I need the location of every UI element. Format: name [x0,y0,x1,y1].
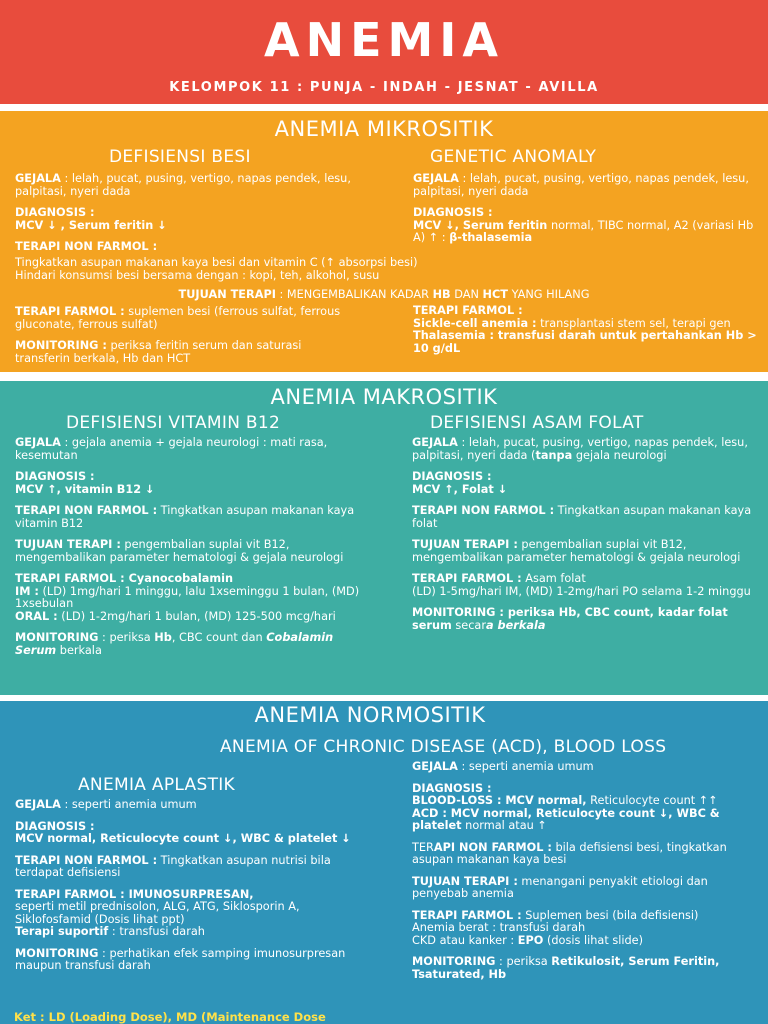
text: normal, TIBC normal, A2 (variasi Hb A) ↑ : [413,218,754,244]
text: (LD) 1mg/hari 1 minggu, lalu 1xseminggu 1 bulan, (MD) 1xsebulan [15,584,360,610]
nonfarmol-block [15,257,755,282]
text: (LD) 1-2mg/hari 1 bulan, (MD) 125-500 mcg/hari [57,609,336,623]
label: TERAPI FARMOL : IMUNOSURPRESAN, [15,887,254,901]
label: DIAGNOSIS : [15,470,95,483]
label: GEJALA [412,436,458,449]
text: (LD) 1-5mg/hari IM, (MD) 1-2mg/hari PO selama 1-2 minggu [412,584,751,598]
label: TUJUAN TERAPI : [15,538,121,551]
value: MCV normal, Reticulocyte count ↓, WBC & platelet ↓ [15,832,351,845]
text: pengembalian suplai vit B12, mengembalikan parameter hematologi & gejala neurologi [15,538,344,564]
text: : transfusi darah [108,925,205,938]
label: Terapi suportif [15,925,109,938]
text: bila defisiensi besi, tingkatkan asupan makanan kaya besi [412,840,727,866]
value: MCV ↑, Folat ↓ [412,482,508,496]
tujuan-terapi-line [0,288,768,301]
text: (dosis lihat slide) [543,933,644,947]
label: TERAPI FARMOL : [413,304,523,317]
text: TER [412,840,434,854]
label: DIAGNOSIS : [15,819,95,833]
col-title-asam-folat: DEFISIENSI ASAM FOLAT [430,413,644,433]
text: gejala neurologi [572,448,667,462]
text: : periksa [98,631,155,644]
label: MONITORING [15,631,99,644]
label: TERAPI NON FARMOL : [15,240,158,253]
label: GEJALA [412,760,458,773]
hb: Hb [154,631,172,644]
label: TERAPI NON FARMOL : [412,504,555,517]
label: API NON FARMOL : [433,840,552,854]
text: Tingkatkan asupan makanan kaya besi dan vitamin C (↑ absorpsi besi) [15,256,418,269]
footnote-ket: Ket : LD (Loading Dose), MD (Maintenance Dose [14,1010,326,1024]
text: : perhatikan efek samping imunosurpresan maupun transfusi darah [15,946,346,972]
section-normositik [0,701,768,1024]
farmol-block-left [15,306,355,372]
col-title-acd-blood-loss: ANEMIA OF CHRONIC DISEASE (ACD), BLOOD LOSS [220,737,667,757]
label: TERAPI FARMOL : Cyanocobalamin [15,572,233,585]
label: MONITORING [15,946,99,960]
section-title: ANEMIA NORMOSITIK [254,703,486,727]
page-title: ANEMIA [263,13,504,67]
text: Tingkatkan asupan nutrisi bila terdapat defisiensi [15,853,331,879]
text: transplantasi stem sel, terapi gen [536,316,731,330]
col-acd-blood-loss [412,761,757,990]
value: Retikulosit, Serum Feritin, Tsaturated, Hb [412,955,720,981]
text: : seperti anemia umum [457,760,594,773]
label: IM : [15,584,39,598]
text: Tingkatkan asupan makanan kaya vitamin B12 [15,504,355,530]
text: berkala [56,643,102,657]
text: : lelah, pucat, pusing, vertigo, napas pendek, lesu, palpitasi, nyeri dada [413,172,749,198]
text: transfusi darah untuk pertahankan Hb > 10 g/dL [413,329,757,355]
label: BLOOD-LOSS : MCV normal, [412,794,587,807]
text: seperti metil prednisolon, ALG, ATG, Siklosporin A, Siklofosfamid (Dosis lihat ppt) [15,900,300,926]
text: secar [451,618,486,632]
label: DIAGNOSIS : [15,206,95,219]
text: : periksa [495,955,552,968]
divider [0,372,768,381]
label: ORAL : [15,609,58,623]
text: CKD atau kanker : [412,933,518,947]
value: MCV ↓ , Serum feritin ↓ [15,218,167,232]
col-aplastik [15,799,360,982]
value: MCV ↑, vitamin B12 ↓ [15,482,155,496]
label: TERAPI FARMOL : [412,908,522,922]
group-members: KELOMPOK 11 : PUNJA - INDAH - JESNAT - AVILLA [169,80,599,95]
text: Anemia berat : transfusi darah [412,921,586,934]
label: TUJUAN TERAPI : [412,538,518,551]
label: TUJUAN TERAPI [178,288,276,301]
text: : lelah, pucat, pusing, vertigo, napas pendek, lesu, palpitasi, nyeri dada [15,172,351,198]
label: MONITORING : periksa Hb, CBC count, kadar folat serum [412,606,728,632]
col-title-aplastik: ANEMIA APLASTIK [78,775,236,795]
header-banner [0,0,768,104]
col-asam-folat [412,437,757,641]
section-makrositik [0,381,768,695]
label: MONITORING : [15,339,107,352]
tanpa: tanpa [535,448,573,462]
label: Thalasemia : [413,329,494,342]
hb: HB [432,288,451,301]
text: : MENGEMBALIKAN KADAR [275,288,433,301]
label: GEJALA [15,436,61,449]
text: : gejala anemia + gejala neurologi : mati rasa, kesemutan [15,436,328,462]
label: TERAPI FARMOL : [412,572,522,585]
col-title-defisiensi-besi: DEFISIENSI BESI [109,147,251,167]
text: normal atau ↑ [461,819,547,832]
section-title: ANEMIA MAKROSITIK [270,385,498,409]
section-mikrositik [0,111,768,372]
col-defisiensi-besi [15,173,370,254]
label: TUJUAN TERAPI : [412,874,518,888]
label: GEJALA [15,172,61,185]
label: GEJALA [15,798,61,811]
text: periksa feritin serum dan saturasi transferin berkala, Hb dan HCT [15,339,302,365]
text: DAN [450,288,483,301]
section-title: ANEMIA MIKROSITIK [274,117,494,141]
text: menangani penyakit etiologi dan penyebab anemia [412,874,708,900]
text: suplemen besi (ferrous sulfat, ferrous gluconate, ferrous sulfat) [15,305,341,331]
label: DIAGNOSIS : [412,781,492,795]
value: β-thalasemia [449,231,533,244]
text: pengembalian suplai vit B12, mengembalikan parameter hematologi & gejala neurologi [412,538,741,564]
text: Hindari konsumsi besi bersama dengan : kopi, teh, alkohol, susu [15,268,380,282]
col-vitamin-b12 [15,437,360,666]
label: DIAGNOSIS : [412,470,492,483]
divider [0,104,768,111]
cobalamin: Cobalamin Serum [15,631,334,657]
col-title-genetic-anomaly: GENETIC ANOMALY [430,147,597,167]
text: a [486,618,494,632]
farmol-block-right [413,305,758,355]
label: TERAPI FARMOL : [15,305,125,318]
epo: EPO [517,933,544,947]
text: Suplemen besi (bila defisiensi) [521,908,699,922]
text: YANG HILANG [508,288,590,301]
berkala: berkala [493,618,546,632]
hct: HCT [482,288,508,301]
col-title-vitamin-b12: DEFISIENSI VITAMIN B12 [66,413,281,433]
label: MONITORING [412,955,496,968]
label: DIAGNOSIS : [413,206,493,219]
label: Sickle-cell anemia : [413,316,537,330]
text: , CBC count dan [171,631,267,644]
value: MCV ↓, Serum feritin [413,218,548,232]
text: : seperti anemia umum [60,798,197,811]
text: Reticulocyte count ↑↑ [586,794,718,807]
text: : lelah, pucat, pusing, vertigo, napas pendek, lesu, palpitasi, nyeri dada ( [412,436,748,462]
text: Tingkatkan asupan makanan kaya folat [412,504,752,530]
label: GEJALA [413,172,459,185]
label: TERAPI NON FARMOL : [15,853,158,867]
col-genetic-anomaly [413,173,758,254]
label: TERAPI NON FARMOL : [15,504,158,517]
text: Asam folat [521,572,586,585]
label: ACD : MCV normal, Reticulocyte count ↓, WBC & platelet [412,806,720,832]
